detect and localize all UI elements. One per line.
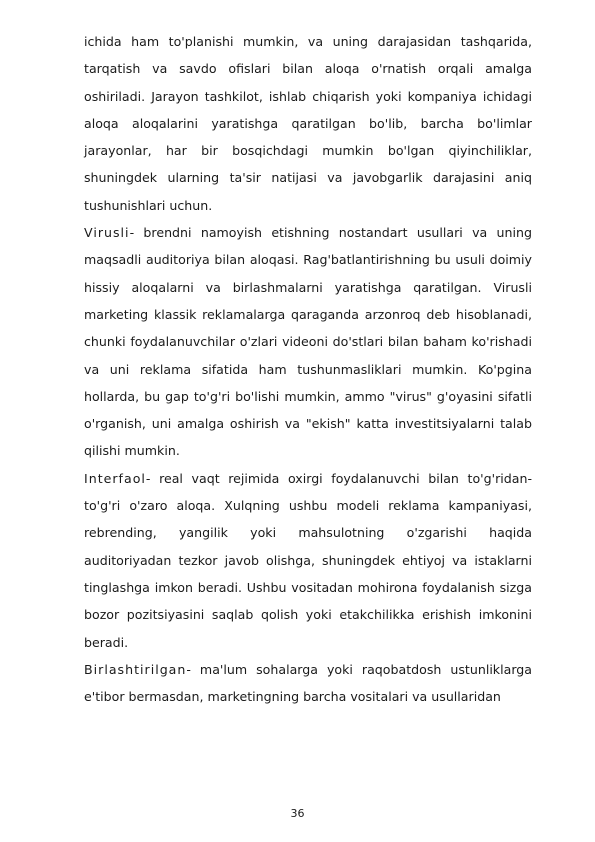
term-interfaol: Interfaol — [84, 470, 146, 486]
paragraph-text: ichida ham to'planishi mumkin, va uning darajasidan tashqarida, tarqatish va savdo ofislari bilan aloqa o'rnatish orqali amalga oshiriladi. Jarayon tashkilot, ishlab chiqarish yoki kompaniya ichidagi aloqa aloqalarini yaratishga qaratilgan bo'lib, barcha bo'limlar jarayonlar, har bir bosqichdagi mumkin bo'lgan qiyinchiliklar, shuningdek ularning ta'sir natijasi va javobgarlik darajasini aniq tushunishlari uchun. — [84, 34, 532, 213]
paragraph-interfaol — [84, 465, 532, 656]
page-number: 36 — [290, 807, 305, 820]
paragraph-text: - ma'lum sohalarga yoki raqobatdosh ustunliklarga e'tibor bermasdan, marketingning barcha vositalari va usullaridan — [84, 661, 532, 705]
paragraph-virusli — [84, 219, 532, 465]
paragraph-text: - brendni namoyish etishning nostandart usullari va uning maqsadli auditoriya bilan aloqasi. Rag'batlantirishning bu usuli doimiy hissiy aloqalarni va birlashmalarni yaratishga qaratilgan. Virusli marketing klassik reklamalarga qaraganda arzonroq deb hisoblanadi, chunki foydalanuvchilar o'zlari videoni do'stlari bilan baham ko'rishadi va uni reklama sifatida ham tushunmasliklari mumkin. Ko'pgina hollarda, bu gap to'g'ri bo'lishi mumkin, ammo "virus" g'oyasini sifatli o'rganish, uni amalga oshirish va "ekish" katta investitsiyalarni talab qilishi mumkin. — [84, 225, 532, 459]
paragraph-birlashtirilgan — [84, 656, 532, 711]
term-birlashtirilgan: Birlashtirilgan — [84, 661, 187, 677]
paragraph-continuation — [84, 28, 532, 219]
term-virusli: Virusli — [84, 225, 130, 241]
body-text — [84, 28, 532, 710]
paragraph-text: - real vaqt rejimida oxirgi foydalanuvchi bilan to'g'ridan-to'g'ri o'zaro aloqa. Xulqning ushbu modeli reklama kampaniyasi, rebrending, yangilik yoki mahsulotning o'zgarishi haqida auditoriyadan tezkor javob olishga, shuningdek ehtiyoj va istaklarni tinglashga imkon beradi. Ushbu vositadan mohirona foydalanish sizga bozor pozitsiyasini saqlab qolish yoki etakchilikka erishish imkonini beradi. — [84, 470, 532, 650]
